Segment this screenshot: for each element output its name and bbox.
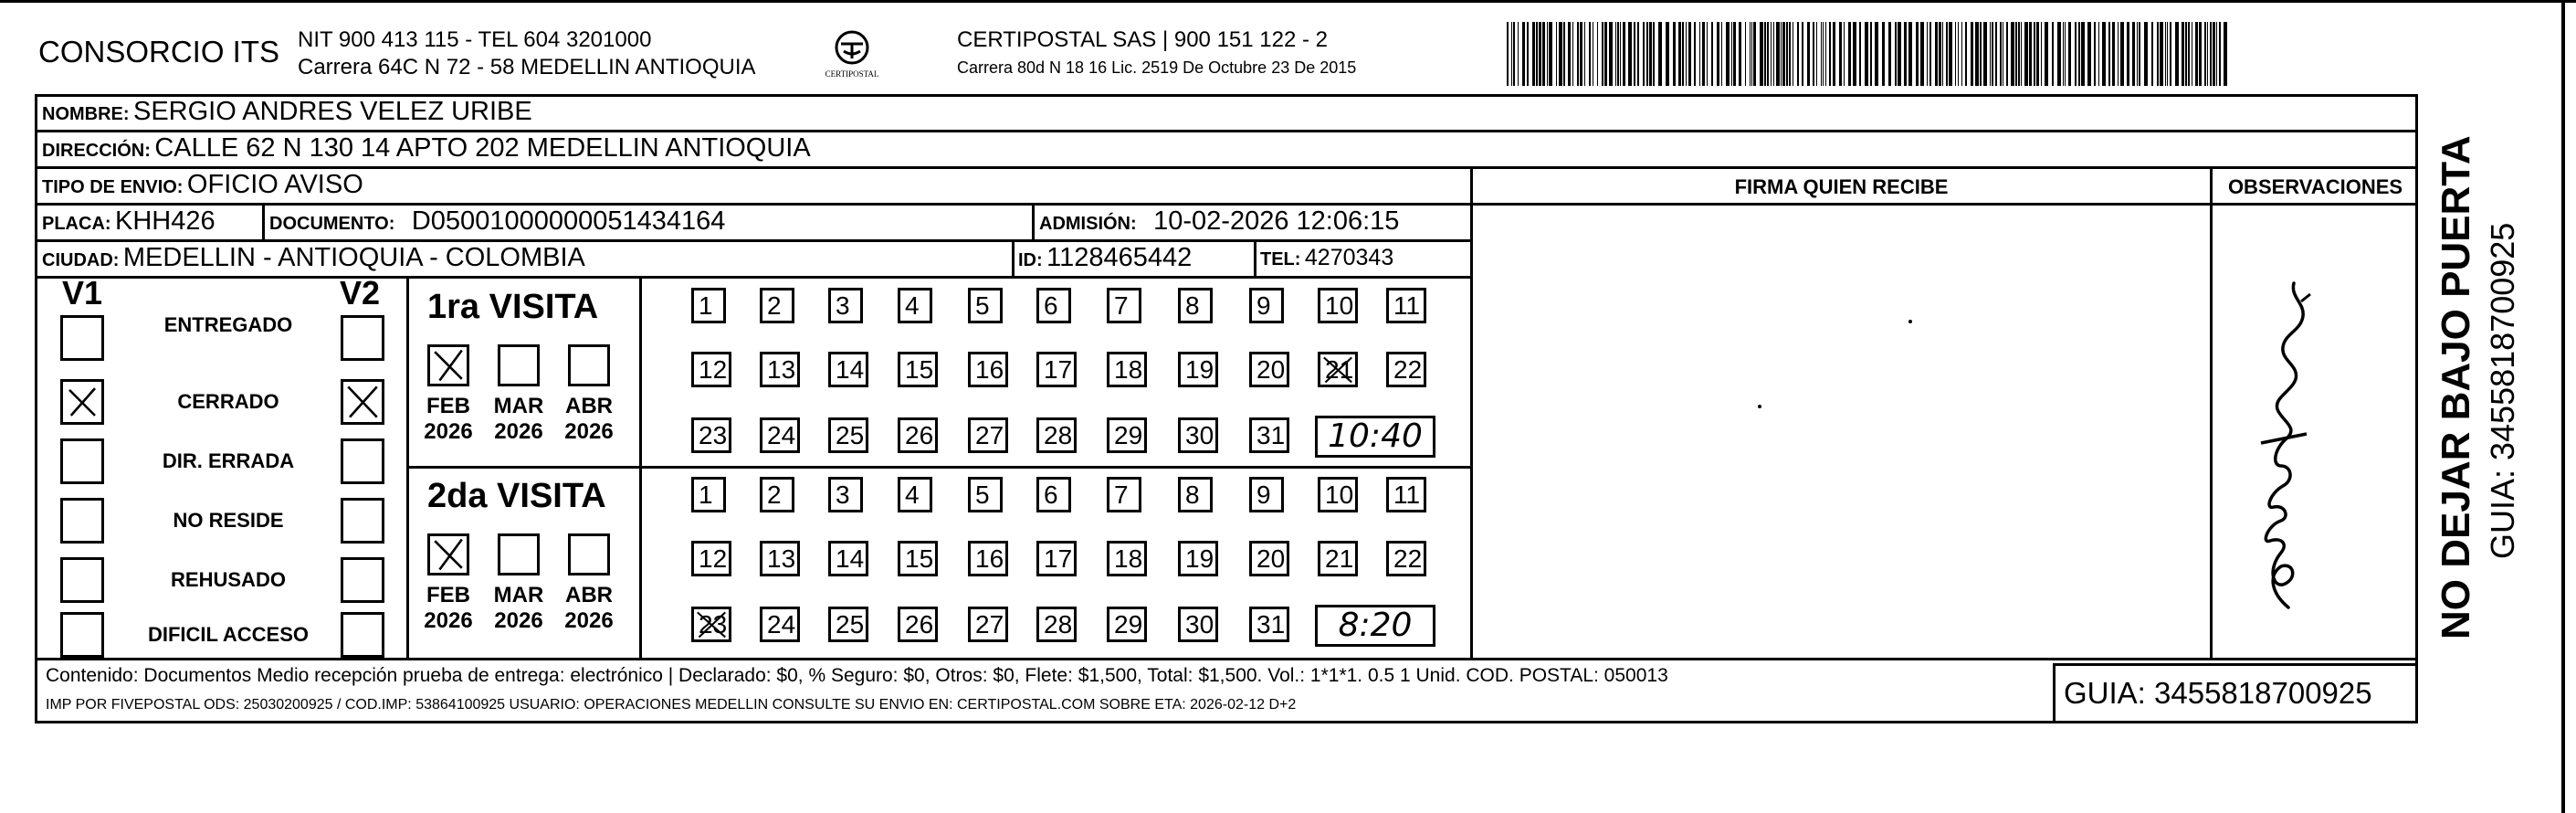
day-24[interactable] — [760, 607, 800, 642]
day-number: 5 — [975, 291, 990, 320]
col-line-obs — [2210, 166, 2213, 660]
visit-time: 8:20 — [1315, 605, 1435, 647]
day-number: 29 — [1114, 421, 1143, 449]
placa-label: PLACA: — [42, 214, 111, 234]
day-number: 4 — [905, 291, 920, 320]
day-number: 22 — [1393, 544, 1423, 573]
day-number: 31 — [1256, 421, 1286, 449]
status-label: NO RESIDE — [173, 509, 284, 532]
day-14[interactable] — [828, 541, 868, 576]
handwritten-observation — [2217, 247, 2345, 630]
day-number: 27 — [975, 610, 1004, 639]
documento-label: DOCUMENTO: — [269, 214, 395, 234]
tipo-label: TIPO DE ENVIO: — [42, 177, 184, 197]
day-5[interactable] — [968, 288, 1003, 323]
direccion-row — [42, 133, 811, 164]
day-number: 9 — [1256, 291, 1271, 320]
month-name: MAR — [493, 583, 544, 607]
month-checkbox-abr[interactable] — [568, 533, 610, 575]
day-20[interactable] — [1249, 352, 1289, 387]
day-15[interactable] — [898, 541, 938, 576]
day-number: 27 — [975, 421, 1004, 449]
day-number: 14 — [836, 544, 865, 573]
day-7[interactable] — [1107, 288, 1141, 323]
day-number: 21 — [1325, 544, 1354, 573]
footer-contenido: Contenido: Documentos Medio recepción prueba de entrega: electrónico | Declarado: $0, % Seguro: $0, Otros: $0, Flete: $1,500, Total: $1,500. Vol.: 1*1*1. 0.5 1 Unid. COD. POSTAL: 050013 — [46, 665, 1668, 686]
row-line — [35, 130, 2418, 132]
day-30[interactable] — [1178, 417, 1218, 453]
day-number: 13 — [767, 544, 796, 573]
ciudad-label: CIUDAD: — [42, 250, 120, 270]
day-number: 17 — [1044, 355, 1073, 384]
month-checkbox-feb[interactable] — [427, 533, 469, 575]
day-13[interactable] — [760, 352, 800, 387]
day-29[interactable] — [1107, 417, 1147, 453]
month-label — [418, 394, 478, 445]
day-10[interactable] — [1318, 288, 1358, 323]
firma-header: FIRMA QUIEN RECIBE — [1734, 175, 1949, 198]
day-number: 29 — [1114, 610, 1143, 639]
day-29[interactable] — [1107, 607, 1147, 642]
day-20[interactable] — [1249, 541, 1289, 576]
v2-checkbox-3[interactable] — [341, 498, 384, 544]
day-26[interactable] — [898, 607, 938, 642]
month-label — [559, 583, 619, 634]
day-21[interactable] — [1318, 541, 1358, 576]
day-number: 6 — [1044, 480, 1058, 509]
row-line — [1473, 203, 2418, 206]
day-12[interactable] — [691, 541, 731, 576]
month-name: FEB — [426, 583, 470, 607]
guia-box-text: GUIA: 3455818700925 — [2064, 676, 2372, 710]
tel-cell — [1260, 245, 1393, 271]
day-number: 15 — [905, 355, 934, 384]
nombre-row — [42, 97, 532, 127]
day-11[interactable] — [1386, 477, 1426, 512]
row-line — [35, 276, 1473, 279]
day-number: 12 — [699, 355, 728, 384]
col-line — [1012, 239, 1015, 276]
month-label — [418, 583, 478, 634]
no-dejar-text: NO DEJAR BAJO PUERTA — [2434, 135, 2478, 639]
month-checkbox-mar[interactable] — [498, 533, 540, 575]
admision-value: 10-02-2026 12:06:15 — [1153, 206, 1400, 236]
footer-frame — [35, 658, 2418, 723]
day-number: 30 — [1185, 610, 1214, 639]
day-number: 10 — [1325, 480, 1354, 509]
row-line — [35, 166, 2418, 169]
side-guia-text: GUIA: 3455818700925 — [2484, 222, 2521, 559]
day-19[interactable] — [1178, 541, 1218, 576]
day-number: 31 — [1256, 610, 1286, 639]
month-year: 2026 — [564, 419, 614, 444]
placa-value: KHH426 — [115, 206, 216, 236]
day-23[interactable] — [691, 417, 731, 453]
day-18[interactable] — [1107, 352, 1147, 387]
day-23[interactable] — [691, 607, 731, 642]
day-3[interactable] — [828, 477, 863, 512]
visit-title: 2da VISITA — [427, 477, 606, 515]
day-2[interactable] — [760, 288, 794, 323]
day-27[interactable] — [968, 607, 1008, 642]
month-year: 2026 — [494, 608, 543, 633]
day-number: 30 — [1185, 421, 1214, 449]
day-number: 4 — [905, 480, 920, 509]
day-11[interactable] — [1386, 288, 1426, 323]
day-x-mark — [1320, 354, 1355, 385]
status-label: REHUSADO — [171, 568, 286, 591]
v2-checkbox-0[interactable] — [341, 315, 384, 361]
day-5[interactable] — [968, 477, 1003, 512]
v1-checkbox-4[interactable] — [60, 557, 104, 603]
day-25[interactable] — [828, 417, 868, 453]
day-7[interactable] — [1107, 477, 1141, 512]
id-value: 1128465442 — [1046, 243, 1193, 272]
observaciones-header: OBSERVACIONES — [2227, 175, 2403, 198]
month-year: 2026 — [424, 608, 473, 633]
day-number: 3 — [836, 291, 850, 320]
day-4[interactable] — [898, 288, 932, 323]
day-6[interactable] — [1036, 288, 1071, 323]
day-number: 17 — [1044, 544, 1073, 573]
day-number: 24 — [767, 421, 796, 449]
day-28[interactable] — [1036, 417, 1077, 453]
month-name: ABR — [565, 583, 613, 607]
day-6[interactable] — [1036, 477, 1071, 512]
day-19[interactable] — [1178, 352, 1218, 387]
day-21[interactable] — [1318, 352, 1358, 387]
day-number: 18 — [1114, 544, 1143, 573]
day-3[interactable] — [828, 288, 863, 323]
tel-label: TEL: — [1260, 249, 1301, 269]
day-number: 10 — [1325, 291, 1354, 320]
documento-value: D05001000000051434164 — [411, 206, 726, 236]
visit-title: 1ra VISITA — [427, 288, 599, 326]
tipo-row — [42, 170, 363, 200]
month-checkbox-feb[interactable] — [427, 344, 469, 386]
day-15[interactable] — [898, 352, 938, 387]
day-number: 22 — [1393, 355, 1423, 384]
day-16[interactable] — [968, 352, 1008, 387]
col-line — [1032, 203, 1035, 239]
documento-cell — [269, 206, 725, 237]
placa-cell — [42, 206, 216, 237]
day-number: 23 — [699, 610, 728, 639]
day-number: 1 — [699, 291, 713, 320]
day-number: 8 — [1185, 480, 1200, 509]
day-number: 21 — [1325, 355, 1354, 384]
month-name: ABR — [565, 394, 613, 418]
v1-checkbox-1[interactable] — [60, 379, 104, 425]
v2-label: V2 — [340, 274, 381, 311]
day-8[interactable] — [1178, 477, 1213, 512]
day-number: 19 — [1185, 544, 1214, 573]
visit-divider — [406, 466, 1473, 469]
day-number: 20 — [1256, 355, 1286, 384]
direccion-value: CALLE 62 N 130 14 APTO 202 MEDELLIN ANTIOQUIA — [154, 133, 811, 163]
month-label — [559, 394, 619, 445]
v1-checkbox-0[interactable] — [60, 315, 104, 361]
day-number: 11 — [1393, 291, 1421, 320]
status-label: DIR. ERRADA — [162, 449, 295, 472]
day-13[interactable] — [760, 541, 800, 576]
admision-label: ADMISIÓN: — [1039, 214, 1137, 234]
month-year: 2026 — [424, 419, 473, 444]
day-number: 3 — [836, 480, 850, 509]
tipo-value: OFICIO AVISO — [186, 170, 363, 199]
footer-imp: IMP POR FIVEPOSTAL ODS: 25030200925 / COD.IMP: 53864100925 USUARIO: OPERACIONES MEDELLIN CONSULTE SU ENVIO EN: CERTIPOSTAL.COM SOBRE ETA: 2026-02-12 D+2 — [46, 697, 1297, 713]
top-rule — [0, 0, 2576, 3]
month-label — [489, 583, 549, 634]
certipostal-logo — [811, 29, 893, 84]
ciudad-value: MEDELLIN - ANTIOQUIA - COLOMBIA — [122, 243, 585, 272]
stray-mark — [1908, 320, 1912, 323]
day-number: 12 — [699, 544, 728, 573]
day-number: 25 — [836, 421, 865, 449]
right-rule — [2561, 0, 2565, 813]
v2-checkbox-1[interactable] — [341, 379, 384, 425]
certipostal-line2: Carrera 80d N 18 16 Lic. 2519 De Octubre 23 De 2015 — [957, 58, 1357, 77]
day-28[interactable] — [1036, 607, 1077, 642]
v1-label: V1 — [62, 274, 103, 311]
day-number: 2 — [767, 480, 782, 509]
day-number: 19 — [1185, 355, 1214, 384]
day-17[interactable] — [1036, 352, 1077, 387]
nombre-value: SERGIO ANDRES VELEZ URIBE — [133, 97, 532, 126]
day-number: 16 — [975, 544, 1004, 573]
day-x-mark — [694, 609, 729, 639]
admision-cell — [1039, 206, 1399, 237]
day-number: 5 — [975, 480, 990, 509]
day-8[interactable] — [1178, 288, 1213, 323]
status-label: ENTREGADO — [163, 313, 293, 336]
day-10[interactable] — [1318, 477, 1358, 512]
day-2[interactable] — [760, 477, 794, 512]
v2-checkbox-4[interactable] — [341, 557, 384, 603]
day-number: 28 — [1044, 421, 1073, 449]
day-number: 2 — [767, 291, 782, 320]
day-number: 20 — [1256, 544, 1286, 573]
day-1[interactable] — [691, 477, 726, 512]
day-number: 9 — [1256, 480, 1271, 509]
id-label: ID: — [1018, 250, 1043, 270]
v1-checkbox-2[interactable] — [60, 438, 104, 484]
v1-checkbox-5[interactable] — [60, 612, 104, 658]
month-year: 2026 — [494, 419, 543, 444]
day-number: 7 — [1114, 480, 1129, 509]
direccion-label: DIRECCIÓN: — [42, 141, 151, 161]
month-name: FEB — [426, 394, 470, 418]
day-number: 26 — [905, 421, 934, 449]
ciudad-cell — [42, 243, 585, 273]
day-24[interactable] — [760, 417, 800, 453]
company-address: Carrera 64C N 72 - 58 MEDELLIN ANTIOQUIA — [298, 55, 756, 79]
day-9[interactable] — [1249, 477, 1284, 512]
day-number: 15 — [905, 544, 934, 573]
day-number: 16 — [975, 355, 1004, 384]
status-label: DIFICIL ACCESO — [147, 623, 309, 646]
barcode — [1507, 22, 2237, 86]
day-31[interactable] — [1249, 607, 1289, 642]
nombre-label: NOMBRE: — [42, 104, 130, 124]
day-number: 26 — [905, 610, 934, 639]
col-line — [262, 203, 265, 239]
day-number: 28 — [1044, 610, 1073, 639]
day-18[interactable] — [1107, 541, 1147, 576]
nit-line: NIT 900 413 115 - TEL 604 3201000 — [298, 27, 652, 52]
month-checkbox-abr[interactable] — [568, 344, 610, 386]
v1-checkbox-3[interactable] — [60, 498, 104, 544]
month-name: MAR — [493, 394, 544, 418]
row-line — [35, 239, 1473, 242]
row-line — [35, 203, 1473, 206]
day-number: 24 — [767, 610, 796, 639]
day-number: 14 — [836, 355, 865, 384]
status-label: CERRADO — [177, 390, 279, 413]
day-number: 11 — [1393, 480, 1421, 509]
company-name: CONSORCIO ITS — [38, 35, 280, 69]
v2-checkbox-5[interactable] — [341, 612, 384, 658]
col-line-firma — [1470, 166, 1473, 660]
day-9[interactable] — [1249, 288, 1284, 323]
day-22[interactable] — [1386, 352, 1426, 387]
day-number: 13 — [767, 355, 796, 384]
day-number: 6 — [1044, 291, 1058, 320]
day-number: 25 — [836, 610, 865, 639]
day-12[interactable] — [691, 352, 731, 387]
visit-time: 10:40 — [1315, 416, 1435, 458]
certipostal-line1: CERTIPOSTAL SAS | 900 151 122 - 2 — [957, 27, 1328, 52]
day-number: 8 — [1185, 291, 1200, 320]
v2-checkbox-2[interactable] — [341, 438, 384, 484]
day-number: 18 — [1114, 355, 1143, 384]
day-number: 23 — [699, 421, 728, 449]
day-number: 1 — [699, 480, 713, 509]
day-14[interactable] — [828, 352, 868, 387]
day-number: 7 — [1114, 291, 1129, 320]
id-cell — [1018, 243, 1192, 273]
day-4[interactable] — [898, 477, 932, 512]
day-17[interactable] — [1036, 541, 1077, 576]
logo-text: CERTIPOSTAL — [825, 69, 879, 79]
day-16[interactable] — [968, 541, 1008, 576]
col-line — [1254, 239, 1256, 276]
day-31[interactable] — [1249, 417, 1289, 453]
day-1[interactable] — [691, 288, 726, 323]
day-22[interactable] — [1386, 541, 1426, 576]
tel-value: 4270343 — [1304, 245, 1394, 270]
stray-mark — [1758, 405, 1761, 408]
day-27[interactable] — [968, 417, 1008, 453]
day-26[interactable] — [898, 417, 938, 453]
day-30[interactable] — [1178, 607, 1218, 642]
day-25[interactable] — [828, 607, 868, 642]
month-checkbox-mar[interactable] — [498, 344, 540, 386]
month-year: 2026 — [564, 608, 614, 633]
month-label — [489, 394, 549, 445]
